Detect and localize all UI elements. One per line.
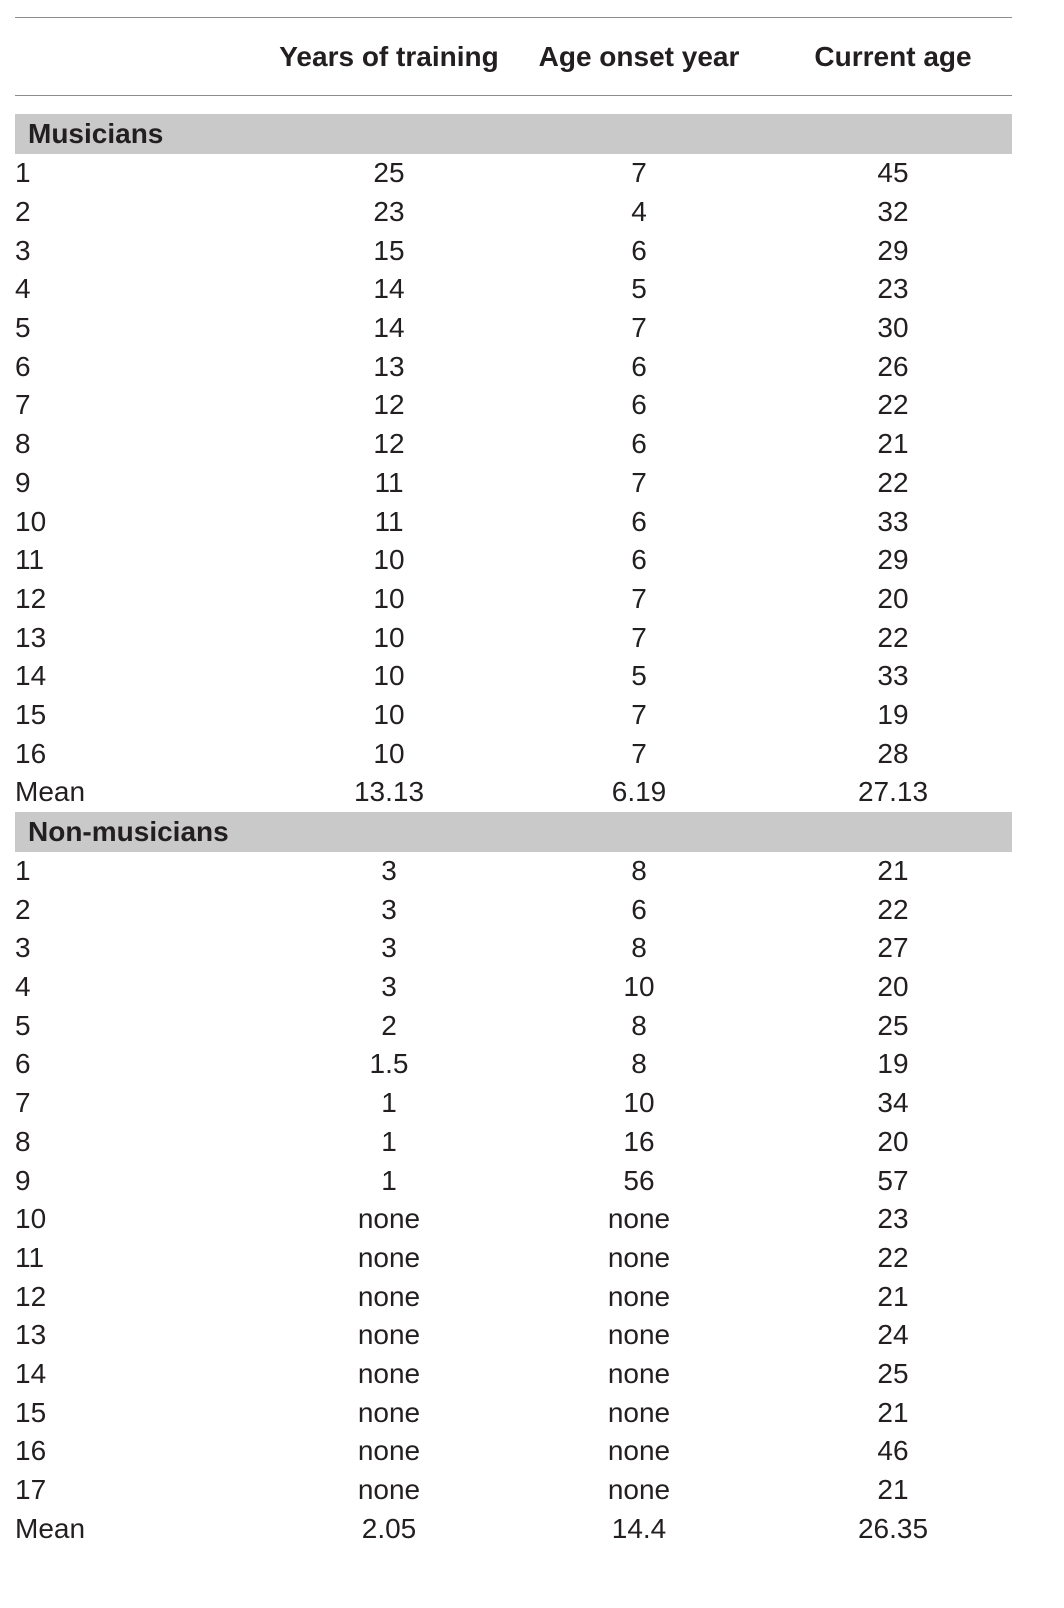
cell-years-of-training: 10 [373, 698, 405, 730]
cell-age-onset-year: 6 [631, 350, 647, 382]
cell-years-of-training: 10 [373, 621, 405, 653]
cell-years-of-training: 25 [373, 157, 405, 189]
cell-current-age: 34 [877, 1087, 909, 1119]
cell-years-of-training: 12 [373, 428, 405, 460]
cell-age-onset-year: 6 [631, 389, 647, 421]
cell-participant: 10 [15, 1203, 47, 1235]
cell-current-age: 45 [877, 157, 909, 189]
cell-years-of-training: 11 [374, 466, 404, 498]
cell-years-of-training: 13.13 [353, 776, 425, 808]
cell-participant: 12 [15, 582, 47, 614]
table-row [15, 580, 1012, 619]
cell-current-age: 20 [877, 582, 909, 614]
cell-age-onset-year: 6 [631, 893, 647, 925]
cell-age-onset-year: 7 [631, 737, 647, 769]
cell-age-onset-year: none [607, 1357, 671, 1389]
cell-participant: 1 [15, 855, 31, 887]
cell-current-age: 32 [877, 196, 909, 228]
cell-age-onset-year: 7 [631, 157, 647, 189]
cell-years-of-training: 12 [373, 389, 405, 421]
cell-age-onset-year: 10 [623, 971, 655, 1003]
cell-age-onset-year: 6 [631, 544, 647, 576]
cell-years-of-training: 23 [373, 196, 405, 228]
table-row [15, 464, 1012, 503]
cell-participant: 4 [15, 971, 31, 1003]
cell-current-age: 22 [877, 389, 909, 421]
cell-current-age: 22 [877, 893, 909, 925]
table-row [15, 1239, 1012, 1278]
table-row [15, 734, 1012, 773]
cell-current-age: 57 [877, 1164, 909, 1196]
cell-years-of-training: 3 [381, 855, 397, 887]
table-row [15, 1471, 1012, 1510]
table-row [15, 929, 1012, 968]
cell-participant: 2 [15, 196, 31, 228]
cell-age-onset-year: 7 [631, 698, 647, 730]
cell-age-onset-year: 7 [631, 312, 647, 344]
cell-participant: 7 [15, 1087, 31, 1119]
cell-age-onset-year: 14.4 [611, 1512, 667, 1544]
table-row [15, 154, 1012, 193]
cell-age-onset-year: none [607, 1319, 671, 1351]
cell-current-age: 20 [877, 971, 909, 1003]
table-row [15, 890, 1012, 929]
cell-years-of-training: 1 [381, 1164, 397, 1196]
cell-participant: 2 [15, 893, 31, 925]
cell-age-onset-year: 7 [631, 621, 647, 653]
cell-participant: 17 [15, 1474, 47, 1506]
cell-participant: 15 [15, 698, 47, 730]
cell-current-age: 19 [877, 1048, 909, 1080]
cell-age-onset-year: 6 [631, 505, 647, 537]
cell-participant: 4 [15, 273, 31, 305]
cell-years-of-training: none [357, 1241, 421, 1273]
table-row [15, 309, 1012, 348]
cell-years-of-training: 15 [373, 234, 405, 266]
header-age-onset-year: Age onset year [538, 40, 740, 72]
table-row [15, 1277, 1012, 1316]
table-row [15, 1084, 1012, 1123]
cell-current-age: 25 [877, 1009, 909, 1041]
cell-participant: 8 [15, 1125, 31, 1157]
cell-age-onset-year: 7 [631, 466, 647, 498]
cell-current-age: 19 [877, 698, 909, 730]
cell-current-age: 21 [877, 1396, 909, 1428]
cell-years-of-training: 3 [381, 893, 397, 925]
cell-current-age: 27 [877, 932, 909, 964]
cell-years-of-training: 2 [381, 1009, 397, 1041]
cell-current-age: 24 [877, 1319, 909, 1351]
cell-current-age: 23 [877, 1203, 909, 1235]
cell-current-age: 22 [877, 621, 909, 653]
table-row [15, 502, 1012, 541]
cell-age-onset-year: 8 [631, 1009, 647, 1041]
table-row [15, 1161, 1012, 1200]
cell-participant: 11 [15, 544, 45, 576]
cell-current-age: 26.35 [857, 1512, 929, 1544]
cell-years-of-training: 11 [374, 505, 404, 537]
cell-years-of-training: 14 [373, 273, 405, 305]
cell-participant: 11 [15, 1241, 45, 1273]
table-row [15, 347, 1012, 386]
cell-current-age: 29 [877, 234, 909, 266]
cell-age-onset-year: 4 [631, 196, 647, 228]
cell-current-age: 23 [877, 273, 909, 305]
cell-current-age: 21 [877, 1280, 909, 1312]
cell-participant: Mean [15, 776, 86, 808]
cell-participant: 13 [15, 621, 47, 653]
cell-participant: 16 [15, 1435, 47, 1467]
cell-participant: 14 [15, 1357, 47, 1389]
cell-participant: 5 [15, 312, 31, 344]
cell-years-of-training: 1 [381, 1125, 397, 1157]
cell-age-onset-year: 8 [631, 1048, 647, 1080]
cell-participant: 15 [15, 1396, 47, 1428]
table-row [15, 1006, 1012, 1045]
section-header: Musicians [15, 114, 1012, 154]
header-years-of-training: Years of training [279, 40, 499, 72]
cell-participant: 13 [15, 1319, 47, 1351]
cell-participant: 12 [15, 1280, 47, 1312]
cell-age-onset-year: none [607, 1280, 671, 1312]
table-row [15, 773, 1012, 812]
cell-years-of-training: 1 [381, 1087, 397, 1119]
cell-participant: 3 [15, 234, 31, 266]
cell-current-age: 21 [877, 428, 909, 460]
cell-years-of-training: none [357, 1435, 421, 1467]
table-row [15, 1509, 1012, 1548]
table-row [15, 231, 1012, 270]
cell-age-onset-year: 8 [631, 932, 647, 964]
cell-years-of-training: 1.5 [369, 1048, 409, 1080]
section-header: Non-musicians [15, 812, 1012, 852]
cell-participant: Mean [15, 1512, 86, 1544]
cell-age-onset-year: 5 [631, 660, 647, 692]
cell-participant: 1 [15, 157, 31, 189]
cell-current-age: 20 [877, 1125, 909, 1157]
cell-age-onset-year: none [607, 1396, 671, 1428]
table-row [15, 1123, 1012, 1162]
cell-years-of-training: none [357, 1319, 421, 1351]
cell-age-onset-year: 6 [631, 234, 647, 266]
table-row [15, 270, 1012, 309]
data-table [15, 17, 1012, 1548]
cell-participant: 6 [15, 1048, 31, 1080]
cell-participant: 10 [15, 505, 47, 537]
cell-current-age: 25 [877, 1357, 909, 1389]
cell-years-of-training: none [357, 1203, 421, 1235]
cell-current-age: 33 [877, 505, 909, 537]
cell-years-of-training: none [357, 1280, 421, 1312]
cell-years-of-training: 3 [381, 932, 397, 964]
cell-years-of-training: 10 [373, 582, 405, 614]
cell-years-of-training: 3 [381, 971, 397, 1003]
table-row [15, 541, 1012, 580]
cell-participant: 16 [15, 737, 47, 769]
cell-years-of-training: none [357, 1396, 421, 1428]
cell-current-age: 27.13 [857, 776, 929, 808]
cell-participant: 9 [15, 1164, 31, 1196]
cell-current-age: 33 [877, 660, 909, 692]
cell-participant: 7 [15, 389, 31, 421]
table-row [15, 968, 1012, 1007]
cell-years-of-training: none [357, 1357, 421, 1389]
cell-participant: 8 [15, 428, 31, 460]
cell-age-onset-year: 56 [623, 1164, 655, 1196]
table-row [15, 425, 1012, 464]
cell-current-age: 46 [877, 1435, 909, 1467]
cell-age-onset-year: 16 [623, 1125, 655, 1157]
cell-age-onset-year: 6.19 [611, 776, 667, 808]
table-row [15, 1393, 1012, 1432]
cell-age-onset-year: 8 [631, 855, 647, 887]
table-header [15, 18, 1012, 95]
cell-age-onset-year: 5 [631, 273, 647, 305]
cell-participant: 5 [15, 1009, 31, 1041]
table-row [15, 1432, 1012, 1471]
cell-age-onset-year: 7 [631, 582, 647, 614]
cell-current-age: 21 [877, 1474, 909, 1506]
cell-participant: 14 [15, 660, 47, 692]
table-row [15, 193, 1012, 232]
cell-age-onset-year: 6 [631, 428, 647, 460]
cell-current-age: 21 [877, 855, 909, 887]
cell-age-onset-year: 10 [623, 1087, 655, 1119]
table-row [15, 852, 1012, 891]
table-row [15, 696, 1012, 735]
cell-years-of-training: 13 [373, 350, 405, 382]
cell-current-age: 28 [877, 737, 909, 769]
cell-current-age: 22 [877, 466, 909, 498]
table-row [15, 1045, 1012, 1084]
cell-current-age: 26 [877, 350, 909, 382]
table-row [15, 1200, 1012, 1239]
cell-age-onset-year: none [607, 1435, 671, 1467]
table-row [15, 618, 1012, 657]
cell-years-of-training: 10 [373, 544, 405, 576]
cell-participant: 9 [15, 466, 31, 498]
cell-years-of-training: 10 [373, 737, 405, 769]
cell-current-age: 30 [877, 312, 909, 344]
table-row [15, 1316, 1012, 1355]
table-row [15, 657, 1012, 696]
cell-years-of-training: none [357, 1474, 421, 1506]
cell-age-onset-year: none [607, 1474, 671, 1506]
cell-years-of-training: 14 [373, 312, 405, 344]
table-row [15, 1355, 1012, 1394]
cell-years-of-training: 10 [373, 660, 405, 692]
header-current-age: Current age [814, 40, 972, 72]
cell-current-age: 22 [877, 1241, 909, 1273]
table-row [15, 386, 1012, 425]
table-body [15, 114, 1012, 1548]
cell-years-of-training: 2.05 [361, 1512, 417, 1544]
cell-participant: 3 [15, 932, 31, 964]
cell-current-age: 29 [877, 544, 909, 576]
cell-participant: 6 [15, 350, 31, 382]
cell-age-onset-year: none [607, 1241, 671, 1273]
cell-age-onset-year: none [607, 1203, 671, 1235]
